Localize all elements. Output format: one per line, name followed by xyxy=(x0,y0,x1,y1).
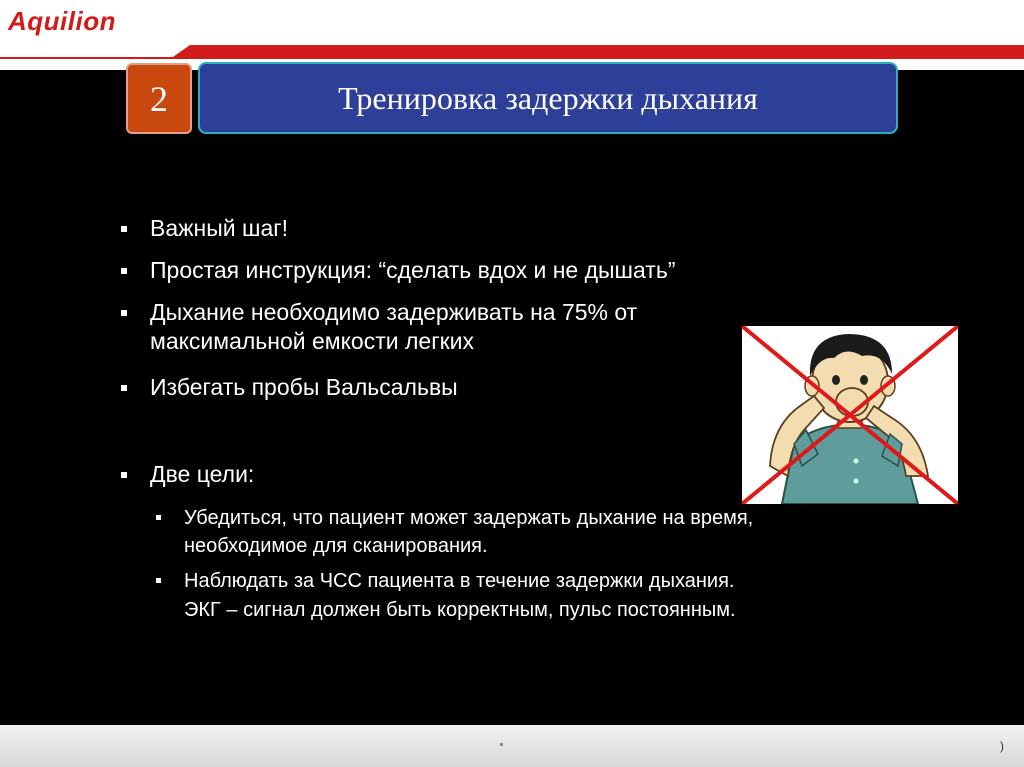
sub-bullet-goal1-line2: необходимое для сканирования. xyxy=(184,535,488,557)
slide-footer xyxy=(0,725,1024,767)
bullet-hold-breath-line2: максимальной емкости легких xyxy=(150,328,475,354)
bullet-marker xyxy=(121,472,127,478)
footer-dot xyxy=(500,743,503,746)
step-number: 2 xyxy=(150,78,168,119)
bullet-marker xyxy=(121,385,127,391)
sub-bullet-goal2-line2: ЭКГ – сигнал должен быть корректным, пульс постоянным. xyxy=(184,599,736,621)
sub-bullet-goal2-line1: Наблюдать за ЧСС пациента в течение задержки дыхания. xyxy=(184,570,735,592)
sub-bullet-goal1-line1: Убедиться, что пациент может задержать дыхание на время, xyxy=(184,507,754,529)
header-red-bar xyxy=(0,45,1024,59)
bullet-important-step: Важный шаг! xyxy=(150,215,289,241)
step-number-badge xyxy=(126,63,192,134)
slide-title: Тренировка задержки дыхания xyxy=(338,79,758,116)
sub-bullet-marker xyxy=(156,515,161,520)
bullet-marker xyxy=(121,226,127,232)
bullet-marker xyxy=(121,268,127,274)
bullet-marker xyxy=(121,310,127,316)
bullet-valsalva: Избегать пробы Вальсальвы xyxy=(150,374,458,400)
brand-logo: Aquilion xyxy=(8,6,116,36)
boy-holding-nose-crossed-icon xyxy=(742,326,958,504)
slide-title-box xyxy=(198,62,898,134)
sub-bullet-marker xyxy=(156,578,161,583)
slide-header xyxy=(0,0,1024,70)
bullet-two-goals: Две цели: xyxy=(150,461,255,487)
footer-mark: ) xyxy=(1000,739,1004,753)
bullet-simple-instruction: Простая инструкция: “сделать вдох и не дышать” xyxy=(150,257,676,283)
bullet-hold-breath-line1: Дыхание необходимо задерживать на 75% от xyxy=(150,299,638,325)
